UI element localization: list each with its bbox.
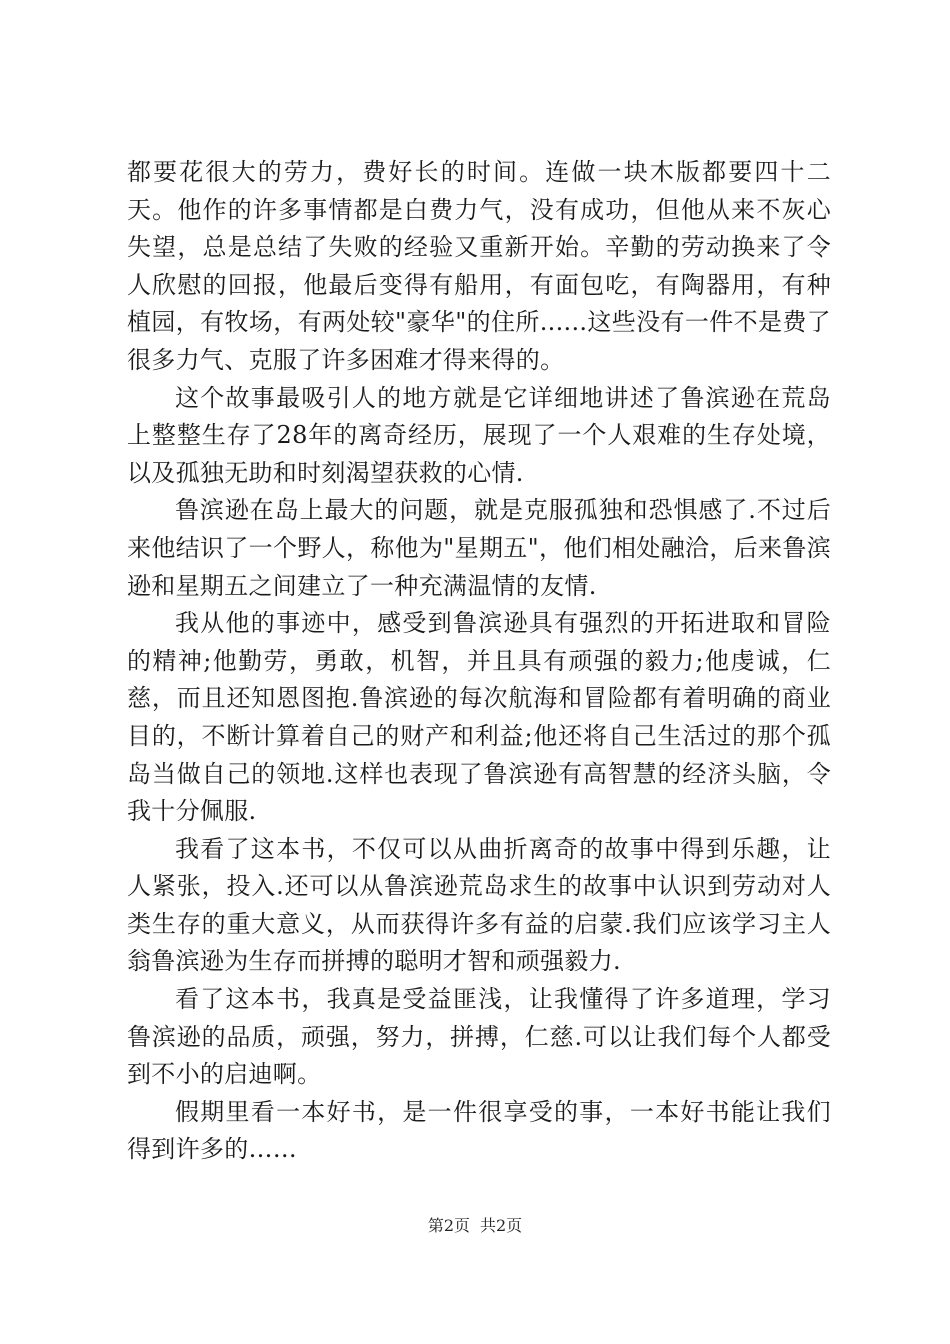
paragraph-character-traits: 我从他的事迹中，感受到鲁滨逊具有强烈的开拓进取和冒险的精神;他勤劳，勇敢，机智，并且具有顽强的毅力;他虔诚，仁慈，而且还知恩图抱.鲁滨逊的每次航海和冒险都有着明确的商业目的，不断计算着自己的财产和利益;他还将自己生活过的那个孤岛当做自己的领地.这样也表现了鲁滨逊有高智慧的经济头脑，令我十分佩服. xyxy=(127,609,831,826)
document-body xyxy=(127,154,831,1169)
page-footer xyxy=(0,1216,950,1236)
paragraph-continuation: 都要花很大的劳力，费好长的时间。连做一块木版都要四十二天。他作的许多事情都是白费力气，没有成功，但他从来不灰心失望，总是总结了失败的经验又重新开始。辛勤的劳动换来了令人欣慰的回报，他最后变得有船用，有面包吃，有陶器用，有种植园，有牧场，有两处较"豪华"的住所......这些没有一件不是费了很多力气、克服了许多困难才得来得的。 xyxy=(127,158,831,374)
paragraph-loneliness: 鲁滨逊在岛上最大的问题，就是克服孤独和恐惧感了.不过后来他结识了一个野人，称他为"星期五"，他们相处融洽，后来鲁滨逊和星期五之间建立了一种充满温情的友情. xyxy=(127,496,831,600)
paragraph-closing: 假期里看一本好书，是一件很享受的事，一本好书能让我们得到许多的…… xyxy=(127,1097,831,1164)
paragraph-benefit: 看了这本书，我真是受益匪浅，让我懂得了许多道理，学习鲁滨逊的品质，顽强，努力，拼搏，仁慈.可以让我们每个人都受到不小的启迪啊。 xyxy=(127,985,831,1089)
page-number-total: 共2页 xyxy=(480,1216,523,1235)
paragraph-story-appeal: 这个故事最吸引人的地方就是它详细地讲述了鲁滨逊在荒岛上整整生存了28年的离奇经历，展现了一个人艰难的生存处境，以及孤独无助和时刻渴望获救的心情. xyxy=(127,383,831,487)
paragraph-lessons: 我看了这本书，不仅可以从曲折离奇的故事中得到乐趣，让人紧张，投入.还可以从鲁滨逊荒岛求生的故事中认识到劳动对人类生存的重大意义，从而获得许多有益的启蒙.我们应该学习主人翁鲁滨逊为生存而拼搏的聪明才智和顽强毅力. xyxy=(127,834,831,976)
page-number-current: 第2页 xyxy=(427,1216,470,1235)
